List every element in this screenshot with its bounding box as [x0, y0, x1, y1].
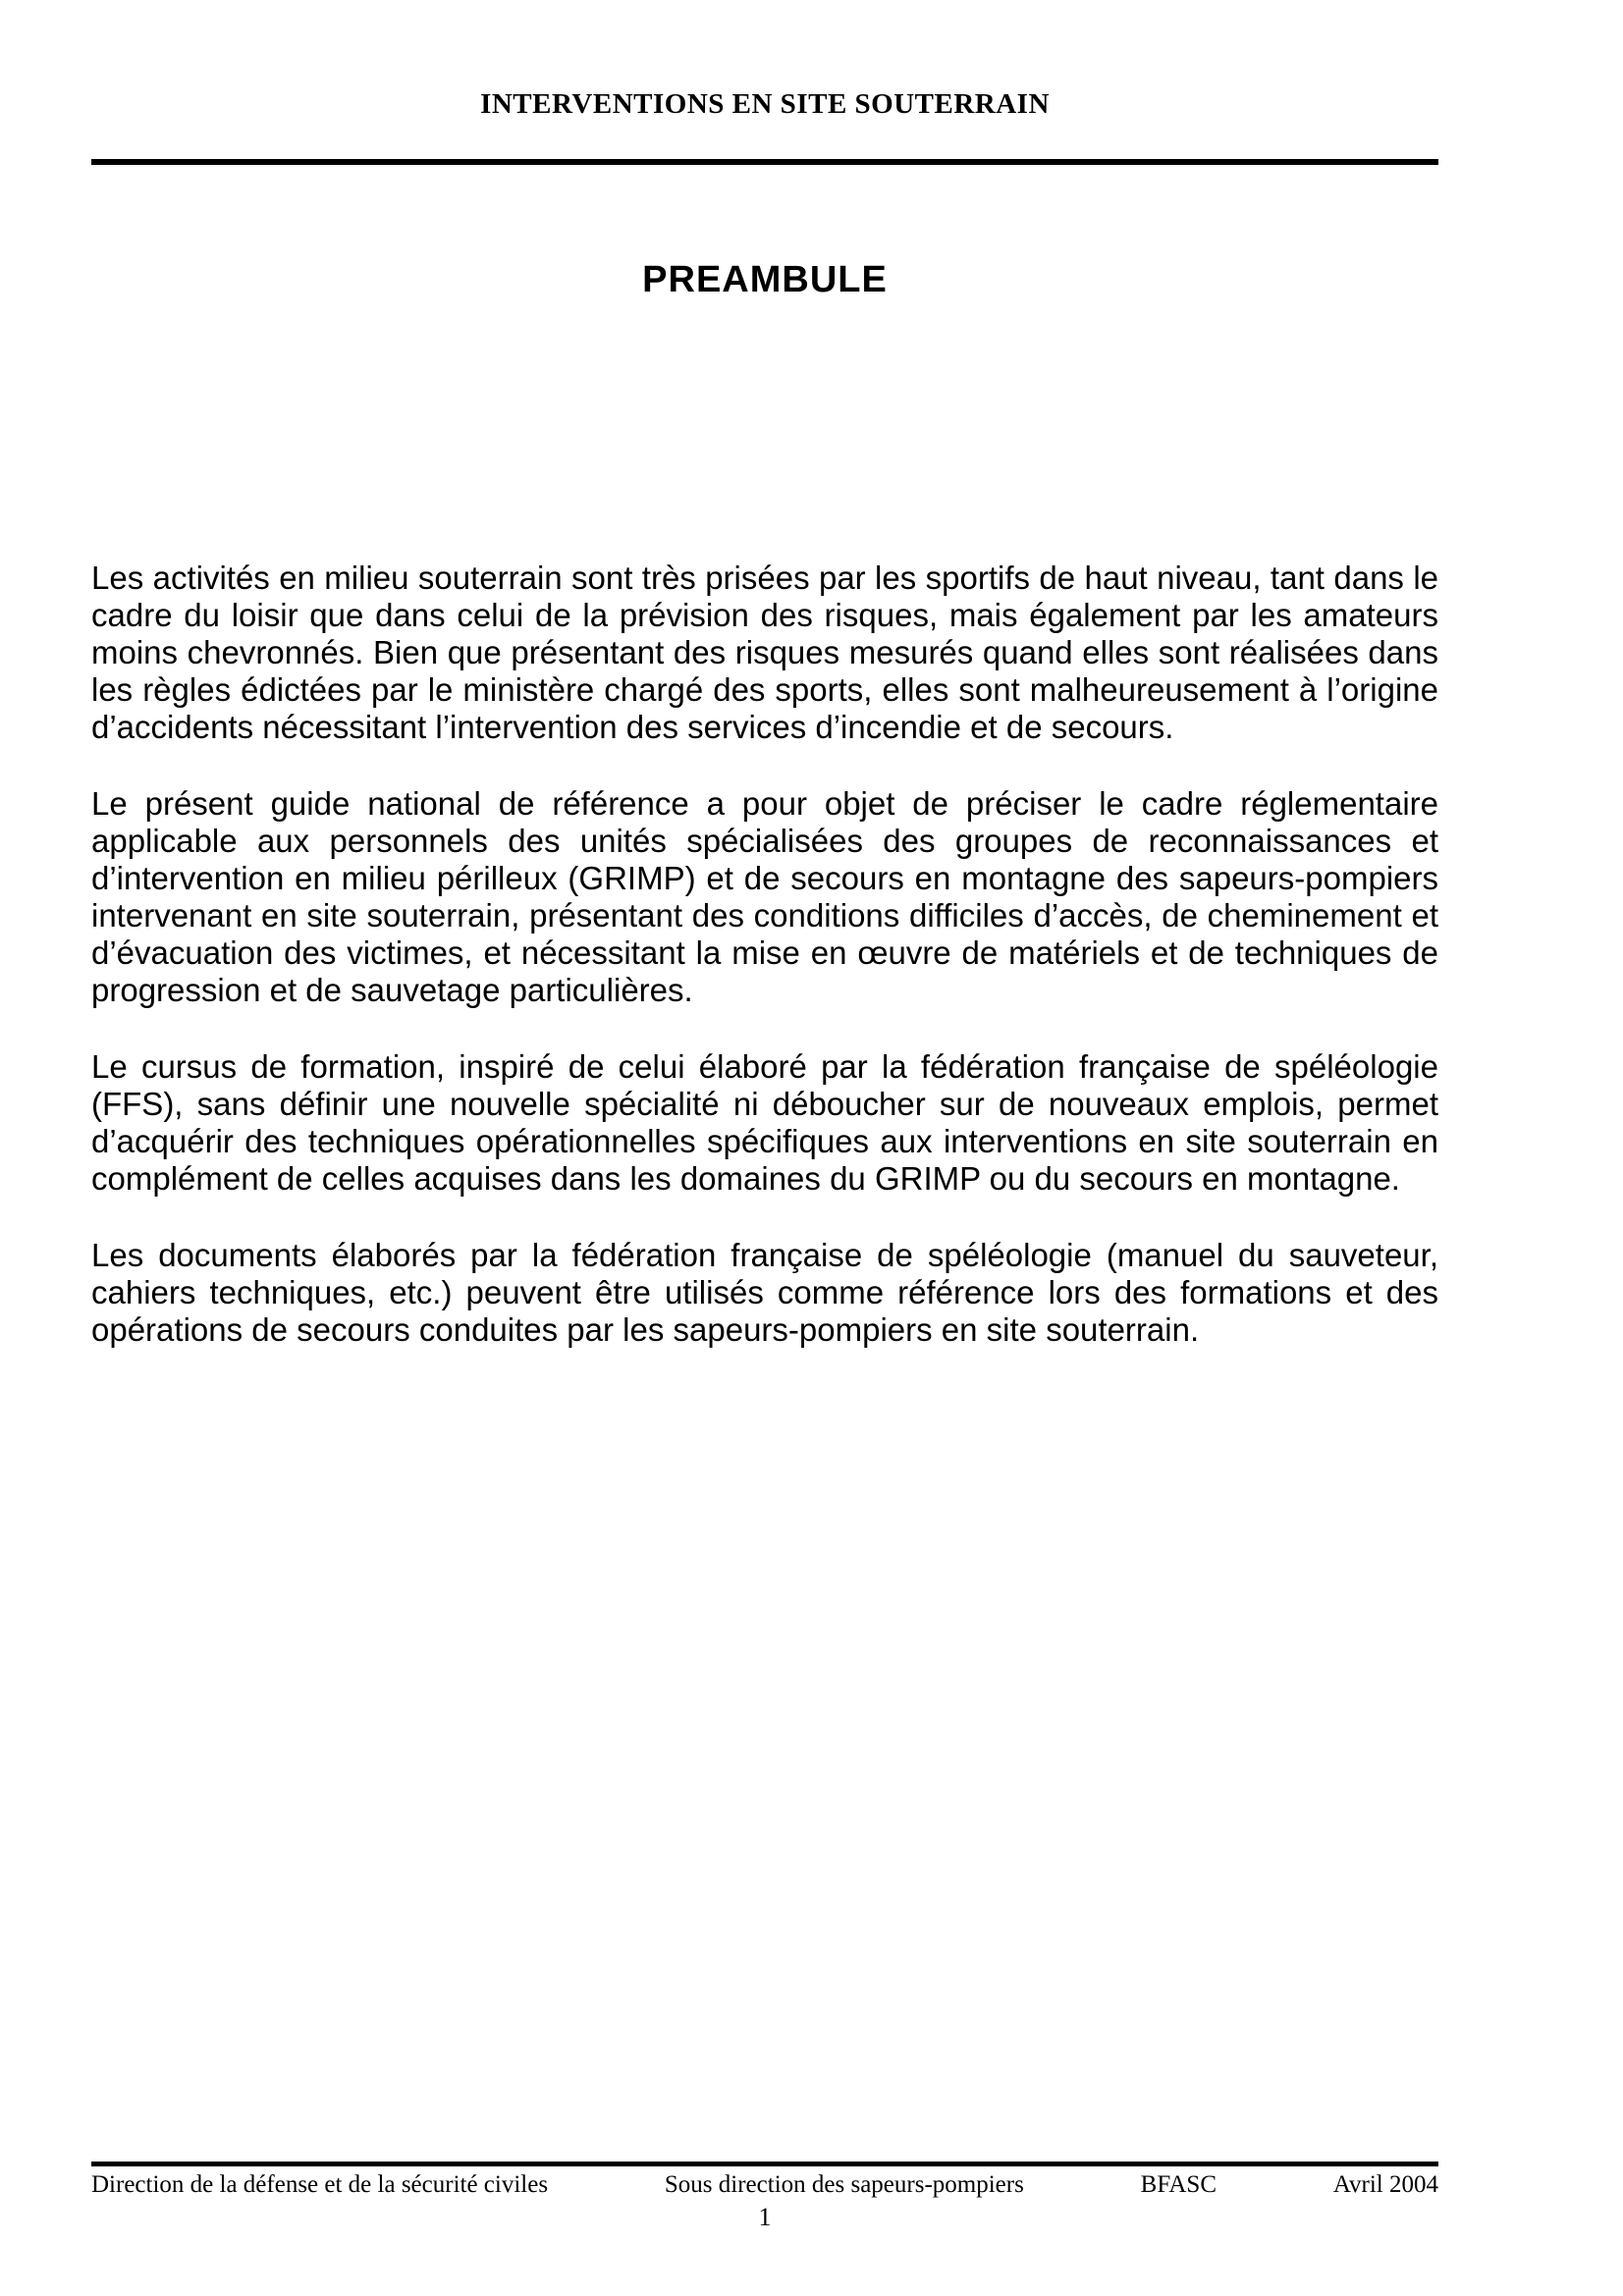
footer-bfasc-label: BFASC — [1140, 2171, 1217, 2198]
paragraph-ffs-documents: Les documents élaborés par la fédération française de spéléologie (manuel du sauveteur, cahiers techniques, etc.) peuvent être utilisés comme référence lors des formations et des opérations de secours conduites par les sapeurs-pompiers en site souterrain. — [91, 1237, 1438, 1348]
footer-sous-direction-label: Sous direction des sapeurs-pompiers — [664, 2171, 1024, 2198]
paragraph-guide-object: Le présent guide national de référence a pour objet de préciser le cadre réglementaire applicable aux personnels des unités spécialisées des groupes de reconnaissances et d’intervention en milieu périlleux (GRIMP) et de secours en montagne des sapeurs-pompiers intervenant en site souterrain, présentant des conditions difficiles d’accès, de cheminement et d’évacuation des victimes, et nécessitant la mise en œuvre de matériels et de techniques de progression et de sauvetage particulières. — [91, 785, 1438, 1008]
page-title: PREAMBULE — [642, 259, 888, 300]
footer-rule — [91, 2162, 1438, 2166]
footer — [91, 2171, 1438, 2199]
paragraph-activities: Les activités en milieu souterrain sont très prisées par les sportifs de haut niveau, tant dans le cadre du loisir que dans celui de la prévision des risques, mais également par les amateurs moins chevronnés. Bien que présentant des risques mesurés quand elles sont réalisées dans les règles édictées par le ministère chargé des sports, elles sont malheureusement à l’origine d’accidents nécessitant l’intervention des services d’incendie et de secours. — [91, 560, 1438, 745]
paragraph-training-course: Le cursus de formation, inspiré de celui élaboré par la fédération française de spéléologie (FFS), sans définir une nouvelle spécialité ni déboucher sur de nouveaux emplois, permet d’acquérir des techniques opérationnelles spécifiques aux interventions en site souterrain en complément de celles acquises dans les domaines du GRIMP ou du secours en montagne. — [91, 1048, 1438, 1197]
footer-direction-label: Direction de la défense et de la sécurité civiles — [91, 2171, 549, 2198]
header-rule — [91, 159, 1438, 165]
footer-date-label: Avril 2004 — [1332, 2171, 1438, 2198]
running-header: INTERVENTIONS EN SITE SOUTERRAIN — [480, 88, 1050, 120]
body-text — [91, 560, 1438, 1388]
page-number: 1 — [758, 2203, 772, 2231]
